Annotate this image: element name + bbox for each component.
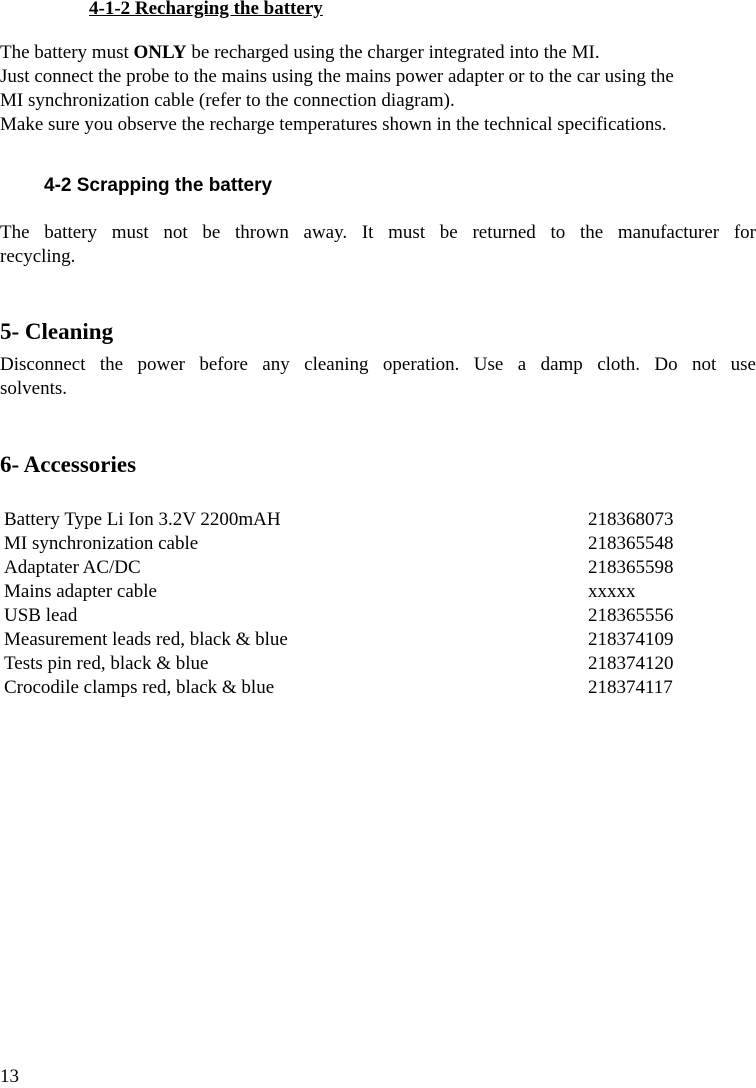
accessory-name: Crocodile clamps red, black & blue [4, 677, 275, 698]
cleaning-paragraph [0, 353, 756, 401]
accessory-name: Mains adapter cable [4, 581, 157, 602]
accessories-table [4, 508, 756, 700]
recharge-line-2: Just connect the probe to the mains using the mains power adapter or to the car using the [0, 66, 674, 87]
accessory-name: Adaptater AC/DC [4, 557, 141, 578]
table-row [4, 532, 756, 556]
accessory-name: Battery Type Li Ion 3.2V 2200mAH [4, 509, 281, 530]
recharge-line-1-post: be recharged using the charger integrated into the MI. [186, 42, 600, 63]
page-number: 13 [0, 1066, 19, 1087]
accessory-ref: 218365548 [588, 533, 674, 554]
cleaning-line-1: Disconnect the power before any cleaning operation. Use a damp cloth. Do not use [0, 354, 756, 375]
scrapping-line-1: The battery must not be thrown away. It must be returned to the manufacturer for [0, 222, 756, 243]
accessory-ref: 218365556 [588, 605, 674, 626]
accessory-ref: 218374120 [588, 653, 674, 674]
accessory-ref: 218374117 [588, 677, 673, 698]
table-row [4, 508, 756, 532]
scrapping-battery-heading: 4-2 Scrapping the battery [44, 175, 273, 196]
recharging-battery-heading: 4-1-2 Recharging the battery [89, 0, 323, 19]
accessories-heading: 6- Accessories [0, 452, 137, 477]
accessory-ref: 218365598 [588, 557, 674, 578]
accessory-ref: xxxxx [588, 581, 636, 602]
table-row [4, 556, 756, 580]
cleaning-heading: 5- Cleaning [0, 319, 114, 344]
accessory-name: USB lead [4, 605, 78, 626]
accessory-name: Tests pin red, black & blue [4, 653, 209, 674]
recharge-line-3: MI synchronization cable (refer to the connection diagram). [0, 90, 455, 111]
table-row [4, 580, 756, 604]
table-row [4, 628, 756, 652]
table-row [4, 604, 756, 628]
accessory-ref: 218368073 [588, 509, 674, 530]
table-row [4, 652, 756, 676]
recharging-battery-paragraph [0, 41, 756, 137]
accessory-name: Measurement leads red, black & blue [4, 629, 288, 650]
table-row [4, 676, 756, 700]
recharge-only-emphasis: ONLY [133, 42, 187, 63]
recharge-line-1 [0, 41, 756, 65]
accessory-name: MI synchronization cable [4, 533, 199, 554]
scrapping-line-2: recycling. [0, 246, 76, 267]
scrapping-battery-paragraph [0, 221, 756, 269]
accessory-ref: 218374109 [588, 629, 674, 650]
recharge-line-4: Make sure you observe the recharge temperatures shown in the technical specifications. [0, 114, 667, 135]
cleaning-line-2: solvents. [0, 378, 68, 399]
recharge-line-1-pre: The battery must [0, 42, 134, 63]
